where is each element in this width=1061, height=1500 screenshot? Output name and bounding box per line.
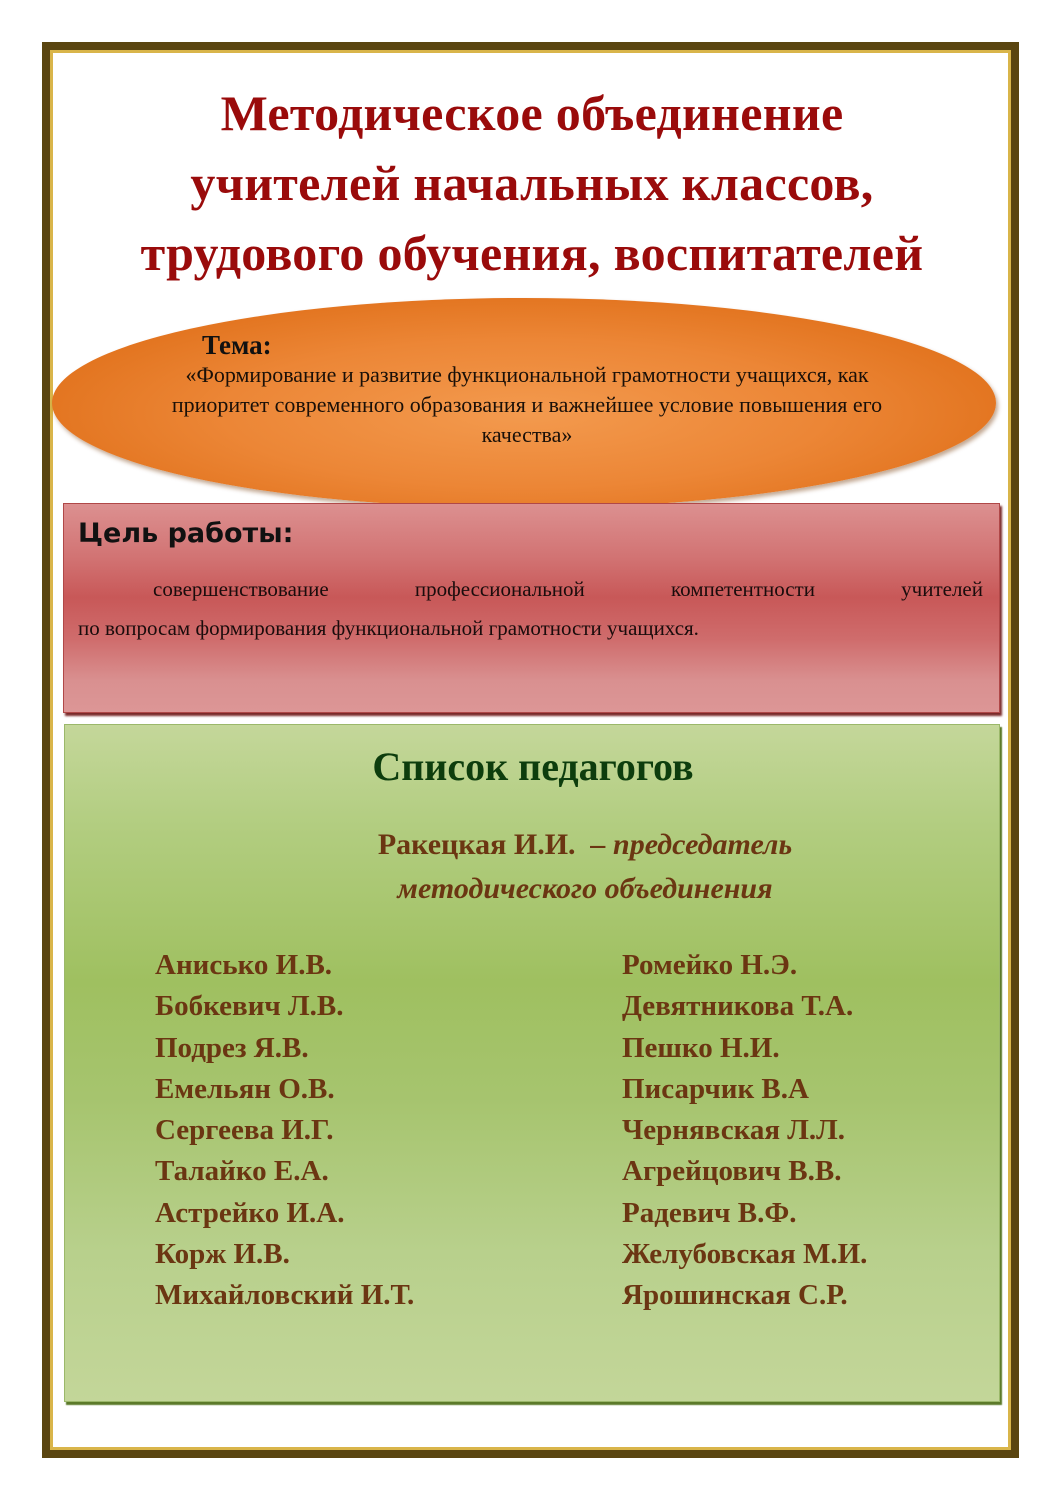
theme-label: Тема: bbox=[202, 330, 272, 360]
goal-text bbox=[78, 570, 983, 648]
teacher-name: Михайловский И.Т. bbox=[155, 1279, 415, 1312]
title-line: трудового обучения, воспитателей bbox=[140, 225, 924, 281]
teacher-name: Емельян О.В. bbox=[155, 1072, 335, 1105]
teacher-name: Писарчик В.А bbox=[622, 1072, 809, 1105]
teachers-list-left bbox=[155, 945, 414, 1317]
teacher-name: Сергеева И.Г. bbox=[155, 1114, 334, 1147]
title-line: учителей начальных классов, bbox=[190, 155, 874, 211]
teacher-name: Пешко Н.И. bbox=[622, 1031, 780, 1064]
theme-text bbox=[62, 360, 992, 450]
chair-role: – председатель bbox=[590, 828, 793, 861]
teacher-name: Желубовская М.И. bbox=[622, 1238, 868, 1271]
theme-line: качества» bbox=[481, 422, 573, 447]
chairperson bbox=[305, 823, 865, 911]
teacher-name: Подрез Я.В. bbox=[155, 1031, 309, 1064]
teachers-list-right bbox=[622, 945, 867, 1317]
teacher-name: Астрейко И.А. bbox=[155, 1196, 345, 1229]
chair-name: Ракецкая И.И. bbox=[377, 828, 576, 861]
teachers-box bbox=[64, 724, 1000, 1402]
teacher-name: Радевич В.Ф. bbox=[622, 1196, 797, 1229]
teacher-name: Анисько И.В. bbox=[155, 949, 333, 981]
teacher-name: Ярошинская С.Р. bbox=[622, 1279, 848, 1312]
goal-line: по вопросам формирования функциональной грамотности учащихся. bbox=[78, 616, 699, 640]
teacher-name: Корж И.В. bbox=[155, 1238, 290, 1271]
teachers-title: Список педагогов bbox=[372, 744, 694, 789]
teacher-name: Агрейцович В.В. bbox=[622, 1155, 842, 1188]
teacher-name: Чернявская Л.Л. bbox=[622, 1114, 845, 1147]
teacher-name: Талайко Е.А. bbox=[155, 1155, 329, 1188]
goal-box bbox=[63, 503, 1000, 713]
goal-title: Цель работы: bbox=[78, 518, 294, 549]
theme-line: «Формирование и развитие функциональной грамотности учащихся, как bbox=[185, 362, 869, 387]
chair-role-cont: методического объединения bbox=[397, 872, 773, 905]
teacher-name: Девятникова Т.А. bbox=[622, 990, 854, 1023]
title-line: Методическое объединение bbox=[220, 85, 844, 141]
goal-line: совершенствование профессиональной компетентности учителей bbox=[153, 577, 983, 601]
teacher-name: Ромейко Н.Э. bbox=[622, 949, 798, 981]
theme-line: приоритет современного образования и важнейшее условие повышения его bbox=[171, 392, 883, 417]
teacher-name: Бобкевич Л.В. bbox=[155, 990, 344, 1023]
page-title bbox=[52, 78, 1012, 288]
